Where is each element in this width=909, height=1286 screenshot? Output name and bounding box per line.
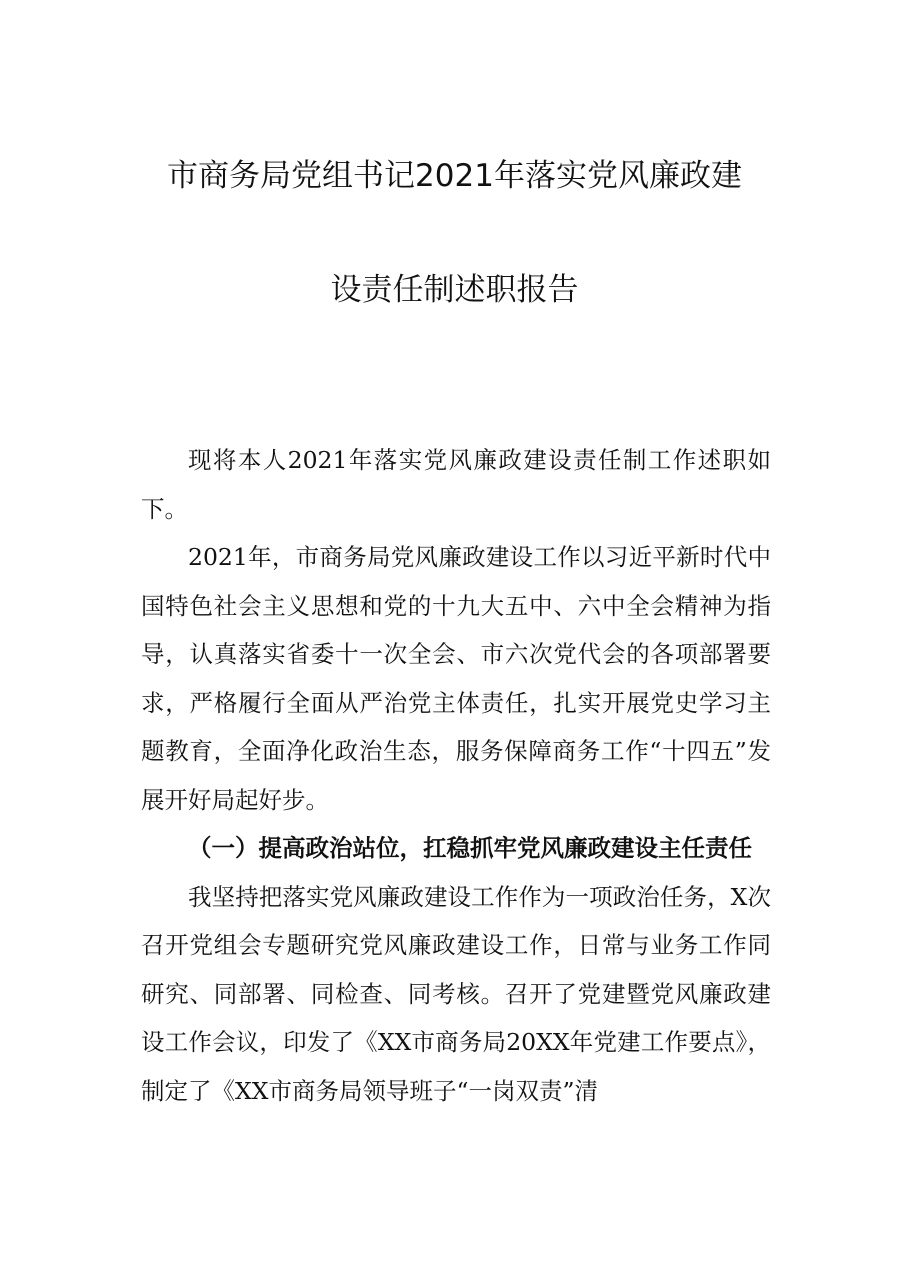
overview-paragraph: 2021年，市商务局党风廉政建设工作以习近平新时代中国特色社会主义思想和党的十九大五中、六中全会精神为指导，认真落实省委十一次全会、市六次党代会的各项部署要求，严格履行全面从严治党主体责任，扎实开展党史学习主题教育，全面净化政治生态，服务保障商务工作“十四五”发展开好局起好步。 [141, 543, 771, 814]
section-heading: （一）提高政治站位，扛稳抓牢党风廉政建设主任责任 [188, 834, 752, 862]
document-title-line-2: 设责任制述职报告 [330, 272, 579, 308]
document-body [141, 436, 771, 1115]
intro-paragraph: 现将本人2021年落实党风廉政建设责任制工作述职如下。 [141, 446, 771, 523]
document-title-line-1: 市商务局党组书记2021年落实党风廉政建 [167, 158, 742, 194]
section-paragraph: 我坚持把落实党风廉政建设工作作为一项政治任务，X次召开党组会专题研究党风廉政建设工作，日常与业务工作同研究、同部署、同检查、同考核。召开了党建暨党风廉政建设工作会议，印发了《XX市商务局20XX年党建工作要点》，制定了《XX市商务局领导班子“一岗双责”清 [141, 882, 771, 1105]
